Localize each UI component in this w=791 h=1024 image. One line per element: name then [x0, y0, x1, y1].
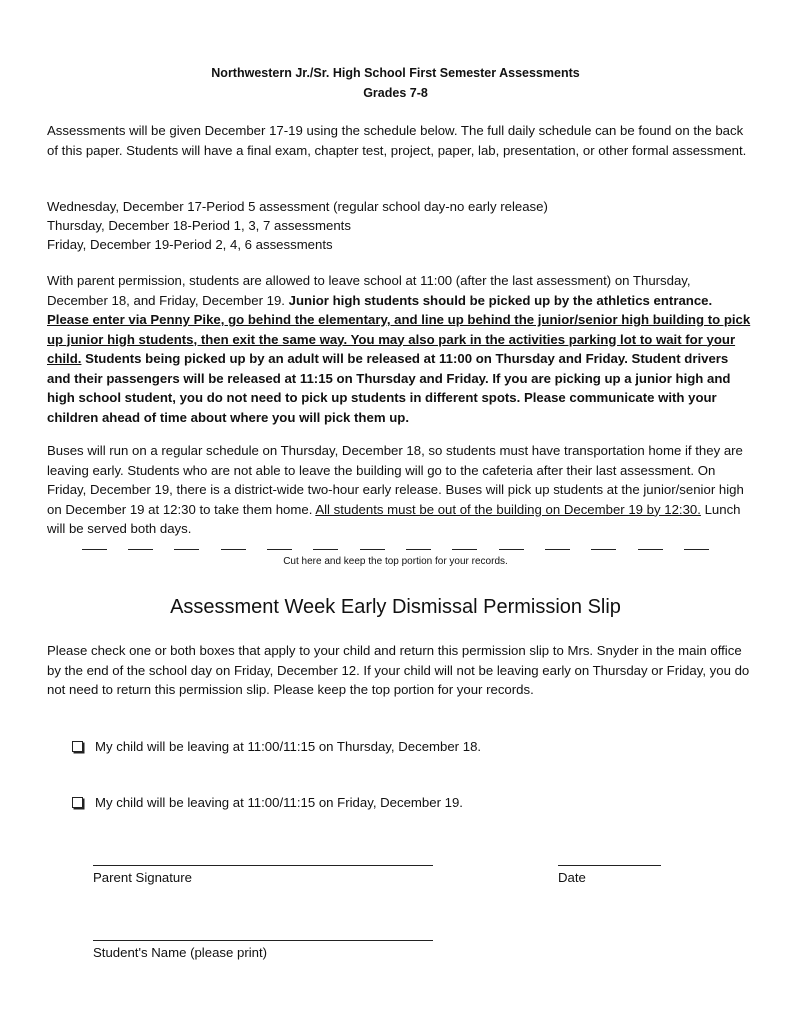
cut-dash — [360, 549, 385, 550]
cut-dash — [82, 549, 107, 550]
lunch-note: Lunch will be served both days. — [47, 501, 741, 536]
cut-dash — [499, 549, 524, 550]
date-label: Date — [558, 870, 586, 885]
intro-paragraph: Assessments will be given December 17-19 using the schedule below. The full daily schedule can be found on the back of this paper. Students will have a final exam, chapter test, project, paper, lab, presentation, or other formal assessment. — [47, 123, 747, 158]
dismissal-paragraph — [47, 271, 752, 427]
cut-note: Cut here and keep the top portion for your records. — [283, 556, 508, 567]
student-name-line[interactable] — [93, 940, 433, 941]
pickup-directions: Please enter via Penny Pike, go behind the elementary, and line up behind the junior/senior high building to pick up junior high students, then exit the same way. You may also park in the activities parking lot to wait for your child. — [47, 312, 751, 366]
cut-dash — [174, 549, 199, 550]
release-times-note: Students being picked up by an adult will be released at 11:00 on Thursday and Friday. Student drivers and their passengers will be released at 11:15 on Thursday and Friday. If you are picking up a junior high and high school student, you do not need to pick up students in different spots. Please communicate with your children ahead of time about where you will pick them up. — [47, 351, 731, 425]
parent-signature-label: Parent Signature — [93, 870, 192, 885]
buses-info: Buses will run on a regular schedule on Thursday, December 18, so students must have transportation home if they are leaving early. Students who are not able to leave the building will go to the cafeteria after their last assessment. On Friday, December 19, there is a district-wide two-hour early release. Buses will pick up students at the junior/senior high on December 19 at 12:30 to take them home. — [47, 443, 744, 517]
slip-title: Assessment Week Early Dismissal Permission Slip — [170, 596, 621, 618]
cut-dash — [684, 549, 709, 550]
cut-dash — [221, 549, 246, 550]
parent-signature-line[interactable] — [93, 865, 433, 866]
cut-dash — [267, 549, 292, 550]
out-of-building-note: All students must be out of the building on December 19 by 12:30. — [315, 501, 701, 517]
schedule-friday: Friday, December 19-Period 2, 4, 6 assessments — [47, 237, 333, 252]
buses-paragraph — [47, 441, 752, 539]
dismissal-intro: With parent permission, students are allowed to leave school at 11:00 (after the last assessment) on Thursday, December 18, and Friday, December 19. — [47, 273, 691, 308]
grade-subtitle: Grades 7-8 — [363, 86, 428, 100]
document-title: Northwestern Jr./Sr. High School First Semester Assessments — [211, 66, 580, 80]
cut-dash — [406, 549, 431, 550]
option-friday[interactable] — [72, 795, 463, 810]
cut-dash — [313, 549, 338, 550]
cut-dash — [591, 549, 616, 550]
cut-line — [82, 549, 712, 552]
slip-instructions: Please check one or both boxes that apply to your child and return this permission slip to Mrs. Snyder in the main office by the end of the school day on Friday, December 12. If your child will not be leaving early on Thursday or Friday, you do not need to return this permission slip. Please keep the top portion for your records. — [47, 643, 750, 697]
friday-checkbox[interactable] — [72, 797, 83, 808]
option-thursday-label: My child will be leaving at 11:00/11:15 on Thursday, December 18. — [95, 739, 482, 754]
cut-dash — [452, 549, 477, 550]
junior-high-pickup-note: Junior high students should be picked up by the athletics entrance. — [288, 292, 713, 308]
schedule-thursday: Thursday, December 18-Period 1, 3, 7 assessments — [47, 218, 351, 233]
date-line[interactable] — [558, 865, 661, 866]
thursday-checkbox[interactable] — [72, 741, 83, 752]
schedule-wednesday: Wednesday, December 17-Period 5 assessment (regular school day-no early release) — [47, 199, 548, 214]
option-friday-label: My child will be leaving at 11:00/11:15 on Friday, December 19. — [95, 795, 463, 810]
student-name-label: Student's Name (please print) — [93, 945, 268, 960]
cut-dash — [638, 549, 663, 550]
option-thursday[interactable] — [72, 739, 481, 754]
cut-dash — [128, 549, 153, 550]
cut-dash — [545, 549, 570, 550]
